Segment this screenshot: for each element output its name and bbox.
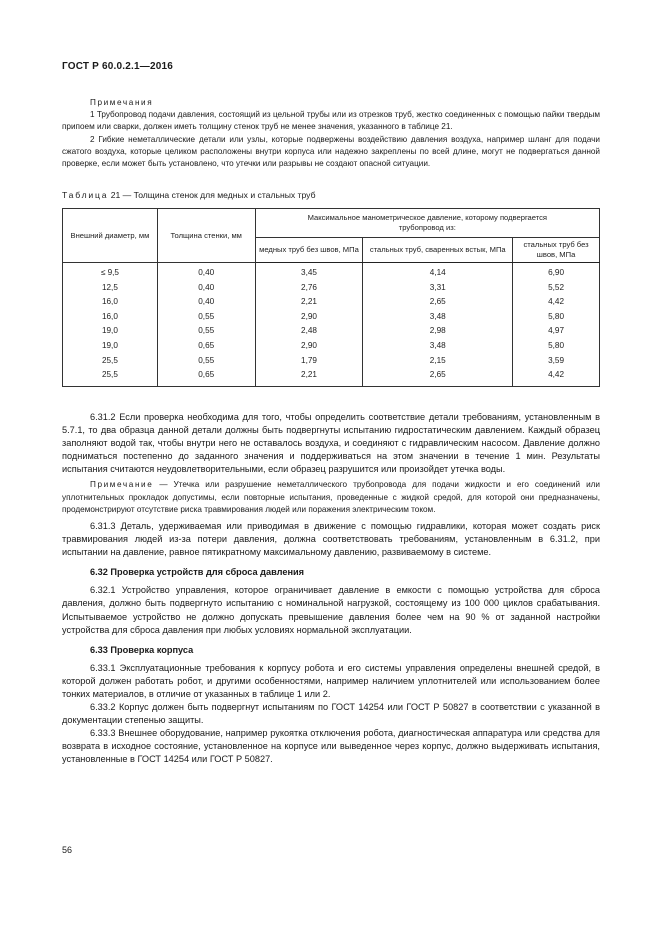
table-row xyxy=(63,368,600,386)
header-wall-thickness: Толщина стенки, мм xyxy=(157,209,255,263)
table-cell: 0,40 xyxy=(157,281,255,296)
note-item: 2 Гибкие неметаллические детали или узлы, которые подвержены воздействию давления воздуха, например шланг для подачи сжатого воздуха, которые целиком расположены внутри корпуса или надежно закреплены по всей длине, могут не подвергаться данной проверке, если может быть установлено, что утечки или разрывы не создают опасной ситуации. xyxy=(62,134,600,169)
table-cell: 2,15 xyxy=(363,354,513,369)
table-cell: 2,48 xyxy=(255,324,363,339)
table-cell: 2,21 xyxy=(255,295,363,310)
table-cell: 0,65 xyxy=(157,368,255,386)
note-item: 1 Трубопровод подачи давления, состоящий из цельной трубы или из отрезков труб, жестко соединенных с помощью пайки твердым припоем или сварки, должен иметь толщину стенок труб не менее значения, указанного в таблице 21. xyxy=(62,110,600,132)
table-cell: 2,90 xyxy=(255,310,363,325)
table-caption xyxy=(62,190,316,200)
table-cell: 16,0 xyxy=(63,295,158,310)
table-cell: 19,0 xyxy=(63,324,158,339)
header-max-pressure: Максимальное манометрическое давление, которому подвергается трубопровод из: xyxy=(255,209,599,238)
paragraph-6-33-1: 6.33.1 Эксплуатационные требования к корпусу робота и его системы управления определены внешней средой, в которой должен работать робот, и другими особенностями, например наличием уплотнителей или использованием более тонких материалов, в отличие от указанных в таблице 1 или 2. xyxy=(62,662,600,699)
paragraph-6-33-2: 6.33.2 Корпус должен быть подвергнут испытаниям по ГОСТ 14254 или ГОСТ Р 50827 в соответствии с указанной в документации степенью защиты. xyxy=(62,702,600,726)
header-steel-seamless: стальных труб без швов, МПа xyxy=(513,238,600,263)
table-cell: 2,90 xyxy=(255,339,363,354)
paragraph-6-31-3: 6.31.3 Деталь, удерживаемая или приводимая в движение с помощью гидравлики, которая может создать риск травмирования людей из-за потери давления, должна соответствовать требованиям, установленным в 6.31.2, при испытании на давление, равное пятикратному максимальному давлению, развиваемому в системе. xyxy=(62,521,600,558)
table-cell: 0,55 xyxy=(157,324,255,339)
table-cell: ≤ 9,5 xyxy=(63,263,158,281)
table-row xyxy=(63,310,600,325)
wall-thickness-table xyxy=(62,208,600,387)
table-cell: 4,42 xyxy=(513,368,600,386)
table-cell: 0,40 xyxy=(157,295,255,310)
paragraph-6-31-2: 6.31.2 Если проверка необходима для того, чтобы определить соответствие детали требованиям, установленным в 5.7.1, то два образца данной детали должны быть подвергнуты испытанию гидростатическим давлением. Каждый образец заполняют водой так, чтобы внутри него не оставалось воздуха, и соединяют с гидравлическим насосом. Давление должно подниматься постепенно до заданного значения и поддерживаться на этом значении в течение 1 мин. Результаты испытания считаются неудовлетворительными, если образец разрушится или произойдет утечка воды. xyxy=(62,412,600,475)
paragraph-6-32-1: 6.32.1 Устройство управления, которое ограничивает давление в емкости с помощью устройства для сброса давления, должно быть подвергнуто испытанию с номинальной нагрузкой, состоящему из 100 000 циклов срабатывания. Испытываемое устройство не должно допускать превышение давления более чем на 90 % от заданной настройки устройства для сброса давления при любых условиях нормальной эксплуатации. xyxy=(62,585,600,635)
table-caption-text: 21 — Толщина стенок для медных и стальных труб xyxy=(110,190,316,200)
note-label: Примечание xyxy=(90,480,154,490)
table-row xyxy=(63,354,600,369)
body-text xyxy=(62,411,600,766)
table-cell: 2,21 xyxy=(255,368,363,386)
table-cell: 2,76 xyxy=(255,281,363,296)
notes-block xyxy=(62,97,600,170)
section-heading-6-32: 6.32 Проверка устройств для сброса давления xyxy=(90,567,305,578)
table-cell: 4,14 xyxy=(363,263,513,281)
table-cell: 2,98 xyxy=(363,324,513,339)
table-cell: 2,65 xyxy=(363,368,513,386)
notes-heading: Примечания xyxy=(90,98,154,107)
table-cell: 6,90 xyxy=(513,263,600,281)
paragraph-6-33-3: 6.33.3 Внешнее оборудование, например рукоятка отключения робота, диагностическая аппаратура или средства для возврата в исходное состояние, установленное на корпусе или выведенное через корпус, должно выдерживать испытания, установленные в ГОСТ 14254 или ГОСТ Р 50827. xyxy=(62,728,600,765)
table-cell: 3,45 xyxy=(255,263,363,281)
header-outer-diameter: Внешний диаметр, мм xyxy=(63,209,158,263)
table-cell: 25,5 xyxy=(63,354,158,369)
table-cell: 4,97 xyxy=(513,324,600,339)
table-body xyxy=(63,263,600,387)
table-cell: 3,48 xyxy=(363,339,513,354)
page-number: 56 xyxy=(62,845,73,855)
table-row xyxy=(63,295,600,310)
table-row xyxy=(63,339,600,354)
table-cell: 16,0 xyxy=(63,310,158,325)
page-header: ГОСТ Р 60.0.2.1—2016 xyxy=(62,61,174,72)
table-cell: 12,5 xyxy=(63,281,158,296)
table-cell: 0,65 xyxy=(157,339,255,354)
table-row xyxy=(63,263,600,281)
note-text: — Утечка или разрушение неметаллического трубопровода для подачи жидкости и его соединений или уплотнительных прокладок допустимы, если повторные испытания, проведенные с жидкой средой, для которой они предназначены, продемонстрируют отсутствие риска травмирования людей или поражения электрическим током. xyxy=(62,480,600,514)
table-row xyxy=(63,324,600,339)
table-cell: 2,65 xyxy=(363,295,513,310)
table-row xyxy=(63,281,600,296)
table-cell: 5,80 xyxy=(513,310,600,325)
section-heading-6-33: 6.33 Проверка корпуса xyxy=(90,644,194,655)
table-cell: 5,80 xyxy=(513,339,600,354)
table-cell: 19,0 xyxy=(63,339,158,354)
table-cell: 0,55 xyxy=(157,310,255,325)
table-cell: 4,42 xyxy=(513,295,600,310)
table-cell: 1,79 xyxy=(255,354,363,369)
header-copper: медных труб без швов, МПа xyxy=(255,238,363,263)
note-paragraph xyxy=(62,479,600,516)
table-caption-label: Таблица xyxy=(62,190,109,200)
table-cell: 0,40 xyxy=(157,263,255,281)
table-cell: 5,52 xyxy=(513,281,600,296)
table-cell: 25,5 xyxy=(63,368,158,386)
table-cell: 0,55 xyxy=(157,354,255,369)
table-cell: 3,48 xyxy=(363,310,513,325)
header-steel-welded: стальных труб, сваренных встык, МПа xyxy=(363,238,513,263)
table-cell: 3,59 xyxy=(513,354,600,369)
table-cell: 3,31 xyxy=(363,281,513,296)
